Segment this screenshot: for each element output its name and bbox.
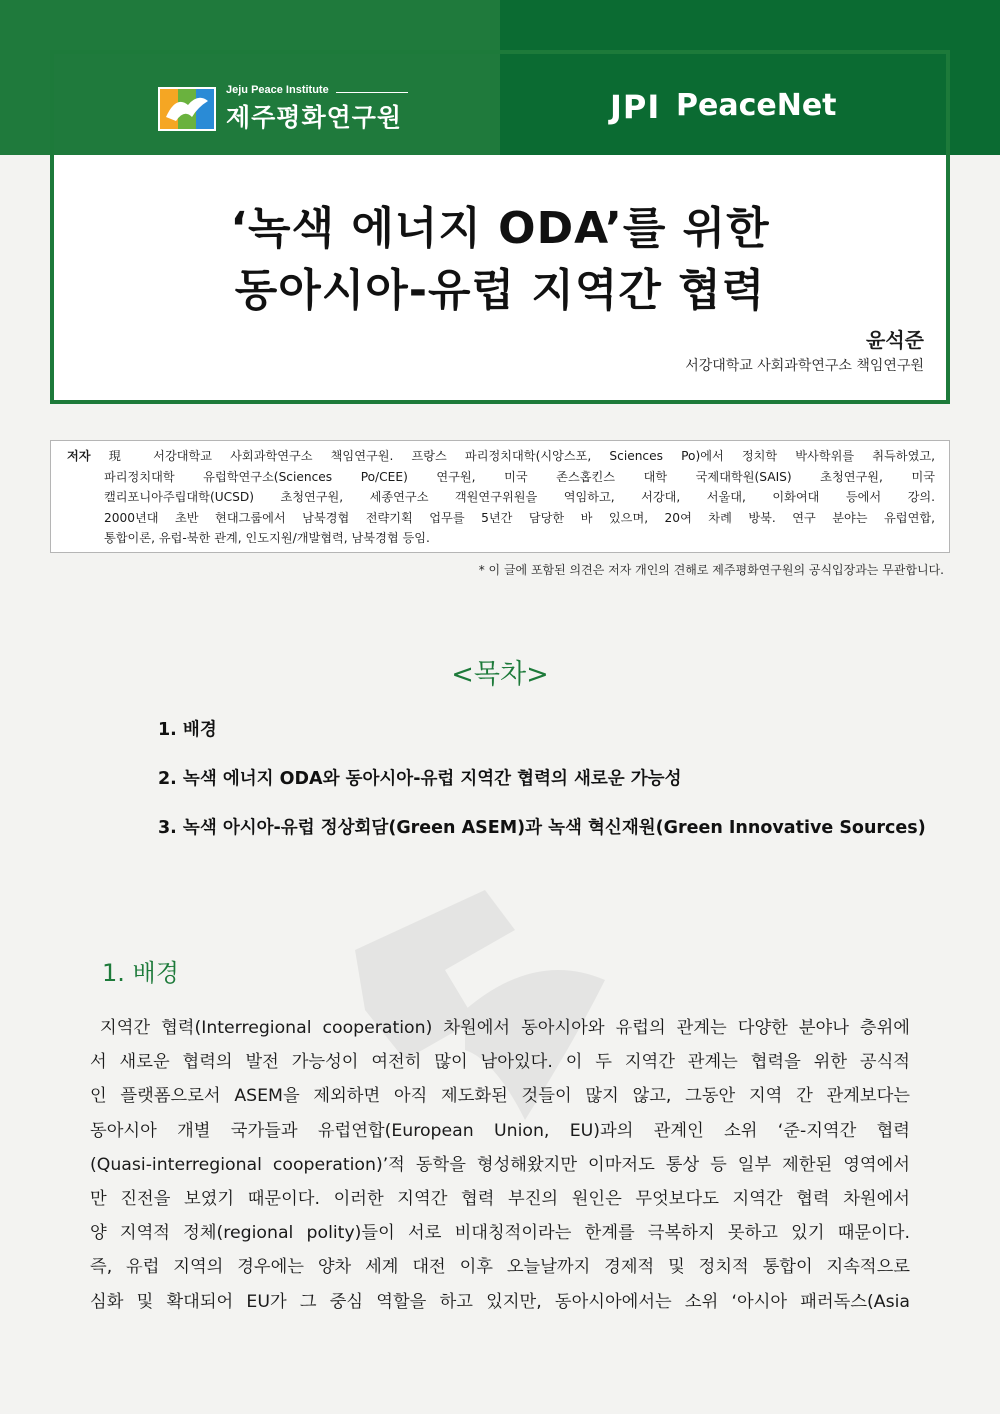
logo-divider [336, 92, 408, 93]
section-title: 1. 배경 [102, 959, 179, 987]
peacenet-label: PeaceNet [676, 88, 837, 123]
body-line: 동아시아 개별 국가들과 유럽연합(European Union, EU)과의 관계인 소위 ‘준-지역간 협력 [90, 1120, 910, 1141]
body-line: 지역간 협력(Interregional cooperation) 차원에서 동아시아와 유럽의 관계는 다양한 분야나 층위에 [100, 1018, 910, 1038]
body-line: 양 지역적 정체(regional polity)들이 서로 비대칭적이라는 한계를 극복하지 못하고 있기 때문이다. [90, 1223, 910, 1244]
logo-english-name: Jeju Peace Institute [226, 84, 329, 96]
bio-label: 저자 [67, 449, 91, 463]
bio-line: 캘리포니아주립대학(UCSD) 초청연구원, 세종연구소 객원연구위원을 역임하고, 서강대, 서울대, 이화여대 등에서 강의. [104, 490, 935, 505]
title-frame [50, 50, 950, 404]
toc-item[interactable]: 1. 배경 [158, 720, 217, 740]
toc-title: <목차> [451, 659, 549, 690]
article-title-line1: ‘녹색 에너지 ODA’를 위한 [230, 203, 770, 254]
body-line: (Quasi-interregional cooperation)’적 동학을 형성해왔지만 이마저도 통상 등 일부 제한된 영역에서 [90, 1154, 910, 1175]
body-line: 즉, 유럽 지역의 경우에는 양차 세계 대전 이후 오늘날까지 경제적 및 정치적 통합이 지속적으로 [90, 1257, 910, 1278]
toc-item[interactable]: 2. 녹색 에너지 ODA와 동아시아-유럽 지역간 협력의 새로운 가능성 [158, 769, 682, 789]
bio-line: 파리정치대학 유럽학연구소(Sciences Po/CEE) 연구원, 미국 존스홉킨스 대학 국제대학원(SAIS) 초청연구원, 미국 [104, 469, 935, 484]
author-name: 윤석준 [866, 328, 924, 352]
author-bio-box [50, 440, 950, 553]
body-line: 서 새로운 협력의 발전 가능성이 여전히 많이 남아있다. 이 두 지역간 관계는 협력을 위한 공식적 [90, 1052, 910, 1073]
bio-line: 2000년대 초반 현대그룹에서 남북경협 전략기획 업무를 5년간 담당한 바 있으며, 20여 차례 방북. 연구 분야는 유럽연합, [104, 510, 935, 525]
logo-korean-name: 제주평화연구원 [226, 103, 403, 132]
body-line: 인 플랫폼으로서 ASEM을 제외하면 아직 제도화된 것들이 많지 않고, 그동안 지역 간 관계보다는 [90, 1086, 910, 1107]
toc-item[interactable]: 3. 녹색 아시아-유럽 정상회담(Green ASEM)과 녹색 혁신재원(Green Innovative Sources) [158, 818, 926, 838]
bio-line: 통합이론, 유럽-북한 관계, 인도지원/개발협력, 남북경협 등임. [104, 531, 430, 546]
jeju-peace-logo-icon [158, 87, 216, 131]
article-title-line2: 동아시아-유럽 지역간 협력 [234, 265, 766, 316]
frame-header [54, 54, 946, 155]
bio-text: 現 서강대학교 사회과학연구소 책임연구원. 프랑스 파리정치대학(시앙스포, Sciences Po)에서 정치학 박사학위를 취득하였고, [108, 449, 935, 463]
jpi-mark: JPI [610, 88, 661, 126]
section-body [90, 1011, 910, 1319]
disclaimer: * 이 글에 포함된 의견은 저자 개인의 견해로 제주평화연구원의 공식입장과는 무관합니다. [478, 563, 944, 577]
body-line: 심화 및 확대되어 EU가 그 중심 역할을 하고 있지만, 동아시아에서는 소위 ‘아시아 패러독스(Asia [90, 1291, 910, 1312]
bio-line [67, 446, 935, 467]
body-line: 만 진전을 보였기 때문이다. 이러한 지역간 협력 부진의 원인은 무엇보다도 지역간 협력 차원에서 [90, 1188, 910, 1209]
author-affiliation: 서강대학교 사회과학연구소 책임연구원 [685, 358, 924, 374]
